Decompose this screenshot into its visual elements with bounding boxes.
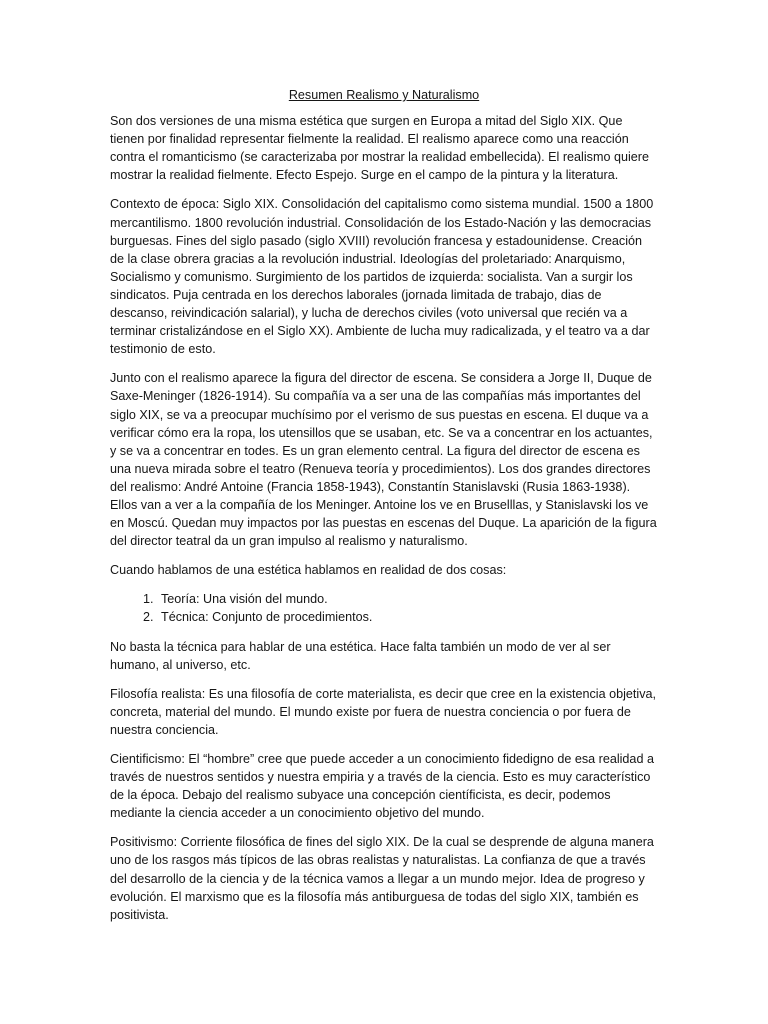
paragraph-scientism: Cientificismo: El “hombre” cree que puede acceder a un conocimiento fidedigno de esa realidad a través de nuestros sentidos y nuestra empiria y a través de la ciencia. Esto es muy característico de la época. Debajo del realismo subyace una concepción científicista, es decir, podemos mediante la ciencia acceder a un conocimiento objetivo del mundo. (110, 752, 654, 821)
aesthetic-list (110, 590, 658, 626)
paragraph-realist-philosophy: Filosofía realista: Es una filosofía de corte materialista, es decir que cree en la existencia objetiva, concreta, material del mundo. El mundo existe por fuera de nuestra conciencia o por fuera de nuestra conciencia. (110, 686, 657, 737)
paragraph-intro: Son dos versiones de una misma estética que surgen en Europa a mitad del Siglo XIX. Que tienen por finalidad representar fielmente la realidad. El realismo aparece como una reacción contra el romanticismo (se caracterizaba por mostrar la realidad embellecida). El realismo quiere mostrar la realidad fielmente. Efecto Espejo. Surge en el campo de la pintura y la literatura. (110, 114, 649, 183)
list-item: 1. Teoría: Una visión del mundo. (157, 590, 658, 608)
paragraph-aesthetic: Cuando hablamos de una estética hablamos en realidad de dos cosas: (110, 563, 507, 578)
list-item: 2. Técnica: Conjunto de procedimientos. (157, 608, 658, 626)
document-page (110, 86, 658, 935)
document-title: Resumen Realismo y Naturalismo (288, 88, 480, 102)
paragraph-technique: No basta la técnica para hablar de una estética. Hace falta también un modo de ver al ser humano, al universo, etc. (110, 639, 611, 672)
paragraph-positivism: Positivismo: Corriente filosófica de fines del siglo XIX. De la cual se desprende de alguna manera uno de los rasgos más típicos de las obras realistas y naturalistas. La confianza de que a través del desarrollo de la ciencia y de la técnica vamos a llegar a un mundo mejor. Idea de progreso y evolución. El marxismo que es la filosofía más antiburguesa de todas del siglo XIX, también es positivista. (110, 835, 654, 922)
paragraph-director: Junto con el realismo aparece la figura del director de escena. Se considera a Jorge II, Duque de Saxe-Meninger (1826-1914). Su compañía va a ser una de las compañías más importantes del siglo XIX, se va a preocupar muchísimo por el verismo de sus puestas en escena. El duque va a verificar cómo era la ropa, los utensillos que se usaban, etc. Se va a concentrar en los actuantes, y se va a concentrar en todes. Es un gran elemento central. La figura del director de escena es una nueva mirada sobre el teatro (Renueva teoría y procedimientos). Los dos grandes directores del realismo: André Antoine (Francia 1858-1943), Constantín Stanislavski (Rusia 1863-1938). Ellos van a ver a la compañía de los Meninger. Antoine los ve en Bruselllas, y Stanislavski los ve en Moscú. Quedan muy impactos por las puestas en escenas del Duque. La aparición de la figura del director teatral da un gran impulso al realismo y naturalismo. (110, 371, 657, 549)
paragraph-context: Contexto de época: Siglo XIX. Consolidación del capitalismo como sistema mundial. 1500 a 1800 mercantilismo. 1800 revolución industrial. Consolidación de los Estado-Nación y las democracias burguesas. Fines del siglo pasado (siglo XVIII) revolución francesa y estadounidense. Creación de la clase obrera gracias a la revolución industrial. Ideologías del proletariado: Anarquismo, Socialismo y comunismo. Surgimiento de los partidos de izquierda: socialista. Van a surgir los sindicatos. Puja centrada en los derechos laborales (jornada limitada de trabajo, dias de descanso, reivindicación salarial), y lucha de derechos civiles (voto universal que recién va a terminar cristalizándose en el Siglo XX). Ambiente de lucha muy radicalizada, y el teatro va a dar testimonio de esto. (110, 197, 654, 357)
